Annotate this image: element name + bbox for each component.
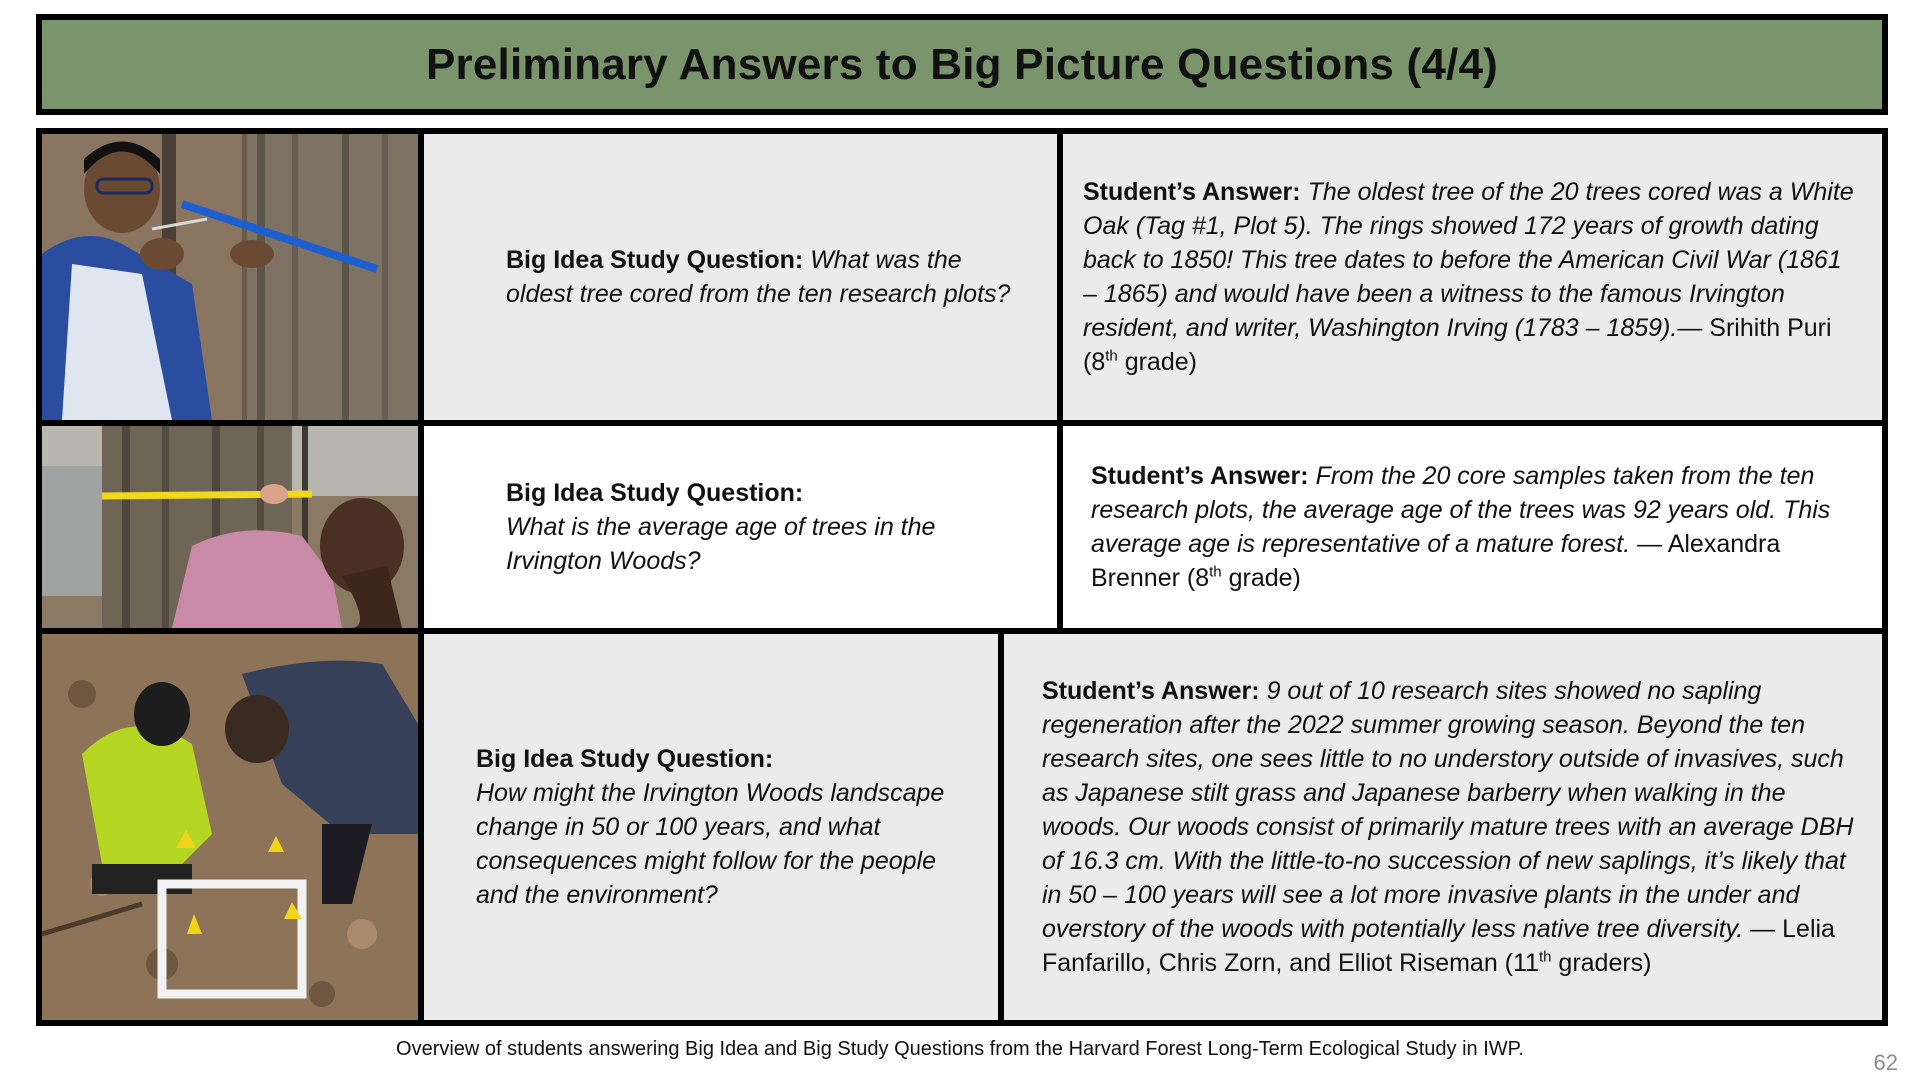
answer-body: 9 out of 10 research sites showed no sapling regeneration after the 2022 summer growing season. Beyond the ten research sites, one sees little to no understory outside of invasives, such as Japanese stilt grass and Japanese barberry when walking in the woods. Our woods consist of primarily mature trees with an average DBH of 16.3 cm. With the little-to-no succession of new saplings, it’s likely that in 50 – 100 years will see a lot more invasive plants in the under and overstory of the woods with potentially less native tree diversity. bbox=[1042, 677, 1854, 943]
answer-credit: — Alexandra Brenner (8th grade) bbox=[1091, 530, 1781, 592]
question-label: Big Idea Study Question: bbox=[506, 479, 804, 507]
photo-quadrat-survey bbox=[42, 634, 418, 1020]
question-text-1 bbox=[506, 243, 1017, 311]
photo-tree-coring bbox=[42, 134, 418, 420]
answer-label: Student’s Answer: bbox=[1091, 462, 1309, 490]
answer-text-1 bbox=[1083, 175, 1858, 379]
question-body: What was the oldest tree cored from the ten research plots? bbox=[506, 246, 1011, 308]
question-label: Big Idea Study Question: bbox=[476, 745, 774, 773]
answer-label: Student’s Answer: bbox=[1042, 677, 1260, 705]
answer-cell-3 bbox=[1004, 634, 1882, 1020]
answer-body: The oldest tree of the 20 trees cored was a White Oak (Tag #1, Plot 5). The rings showed 172 years of growth dating back to 1850! This tree dates to before the American Civil War (1861 – 1865) and would have been a witness to the famous Irvington resident, and writer, Washington Irving (1783 – 1859). bbox=[1083, 178, 1854, 342]
answer-cell-1 bbox=[1063, 134, 1882, 420]
question-cell-2 bbox=[424, 426, 1057, 628]
question-text-3 bbox=[476, 742, 958, 912]
title-bar bbox=[36, 14, 1888, 115]
answer-body: From the 20 core samples taken from the ten research plots, the average age of the trees was 92 years old. This average age is representative of a mature forest. bbox=[1091, 462, 1831, 558]
answer-cell-2 bbox=[1063, 426, 1882, 628]
question-cell-3 bbox=[424, 634, 998, 1020]
content-grid bbox=[36, 128, 1888, 1026]
question-cell-1 bbox=[424, 134, 1057, 420]
page-number: 62 bbox=[1873, 1050, 1898, 1075]
slide-title: Preliminary Answers to Big Picture Questions (4/4) bbox=[426, 39, 1498, 89]
question-body: What is the average age of trees in the Irvington Woods? bbox=[506, 513, 936, 575]
answer-label: Student’s Answer: bbox=[1083, 178, 1301, 206]
photo-tree-measuring bbox=[42, 426, 418, 628]
question-body: How might the Irvington Woods landscape change in 50 or 100 years, and what consequences might follow for the people and the environment? bbox=[476, 779, 945, 909]
answer-credit: — Srihith Puri (8th grade) bbox=[1083, 314, 1832, 376]
question-text-2 bbox=[506, 476, 1017, 578]
answer-text-3 bbox=[1042, 674, 1868, 980]
answer-credit: — Lelia Fanfarillo, Chris Zorn, and Elliot Riseman (11th graders) bbox=[1042, 915, 1835, 977]
question-label: Big Idea Study Question: bbox=[506, 246, 804, 274]
footer-caption: Overview of students answering Big Idea and Big Study Questions from the Harvard Forest Long-Term Ecological Study in IWP. bbox=[396, 1038, 1524, 1060]
answer-text-2 bbox=[1091, 459, 1858, 595]
